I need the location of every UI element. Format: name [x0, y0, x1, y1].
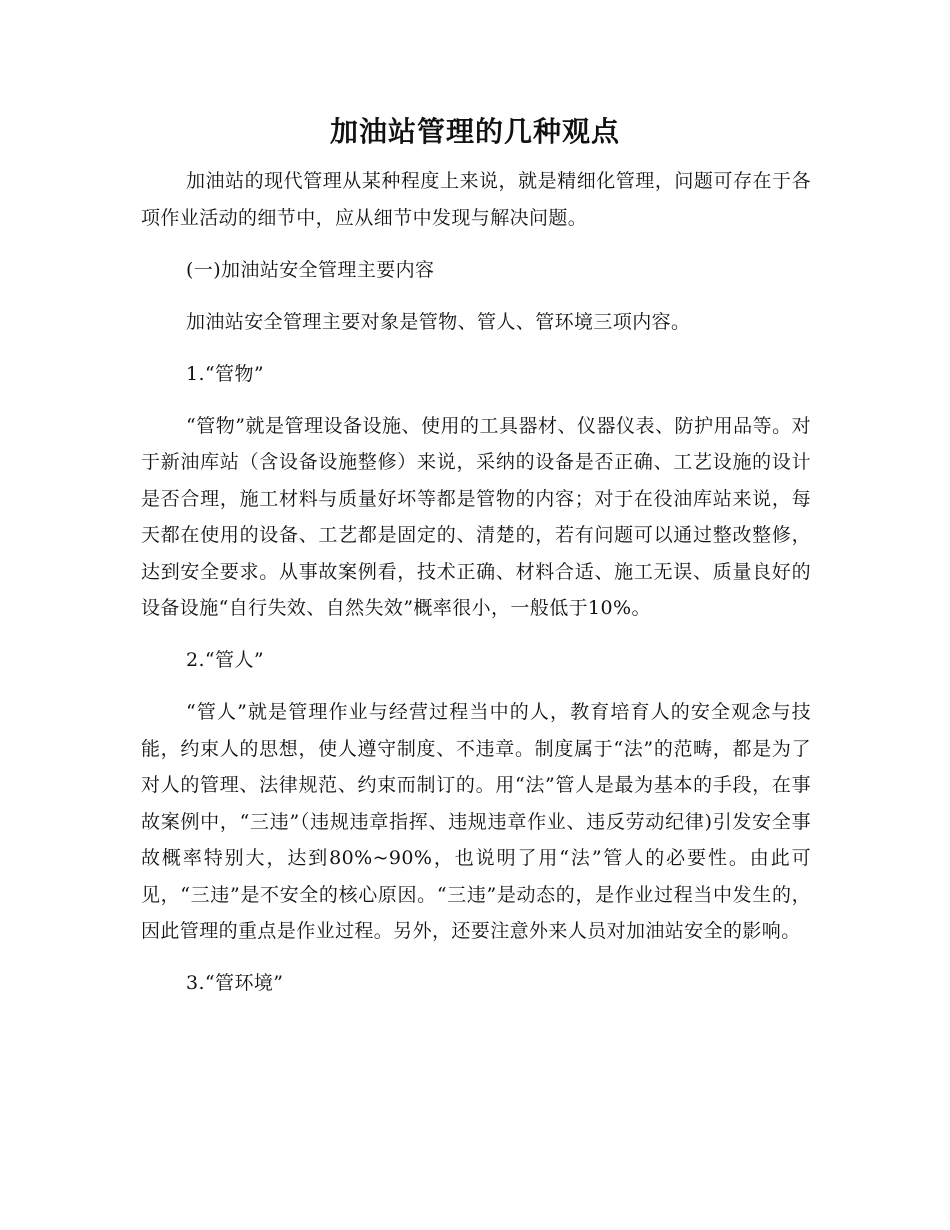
page-title: 加油站管理的几种观点 — [329, 115, 620, 148]
subheading-manage-things: 1.“管物” — [186, 362, 264, 385]
intro-paragraph: 加油站的现代管理从某种程度上来说，就是精细化管理，问题可存在于各项作业活动的细节中，应从细节中发现与解决问题。 — [141, 170, 811, 229]
manage-people-paragraph: “管人”就是管理作业与经营过程当中的人，教育培育人的安全观念与技能，约束人的思想，使人遵守制度、不违章。制度属于“法”的范畴，都是为了对人的管理、法律规范、约束而制订的。用“法”管人是最为基本的手段，在事故案例中，“三违”（违规违章指挥、违规违章作业、违反劳动纪律)引发安全事故概率特别大，达到80%~90%，也说明了用“法”管人的必要性。由此可见，“三违”是不安全的核心原因。“三违”是动态的，是作业过程当中发生的，因此管理的重点是作业过程。另外，还要注意外来人员对加油站安全的影响。 — [141, 701, 811, 942]
subheading-manage-environment: 3.“管环境” — [186, 972, 284, 994]
document-body — [141, 163, 811, 1002]
subheading-manage-people: 2.“管人” — [186, 649, 264, 671]
section-heading-safety: (一)加油站安全管理主要内容 — [186, 258, 435, 281]
safety-objects-paragraph: 加油站安全管理主要对象是管物、管人、管环境三项内容。 — [186, 310, 691, 333]
manage-things-paragraph: “管物”就是管理设备设施、使用的工具器材、仪器仪表、防护用品等。对于新油库站（含设备设施整修）来说，采纳的设备是否正确、工艺设施的设计是否合理，施工材料与质量好坏等都是管物的内容；对于在役油库站来说，每天都在使用的设备、工艺都是固定的、清楚的，若有问题可以通过整改整修，达到安全要求。从事故案例看，技术正确、材料合适、施工无误、质量良好的设备设施“自行失效、自然失效”概率很小，一般低于10%。 — [141, 414, 811, 619]
